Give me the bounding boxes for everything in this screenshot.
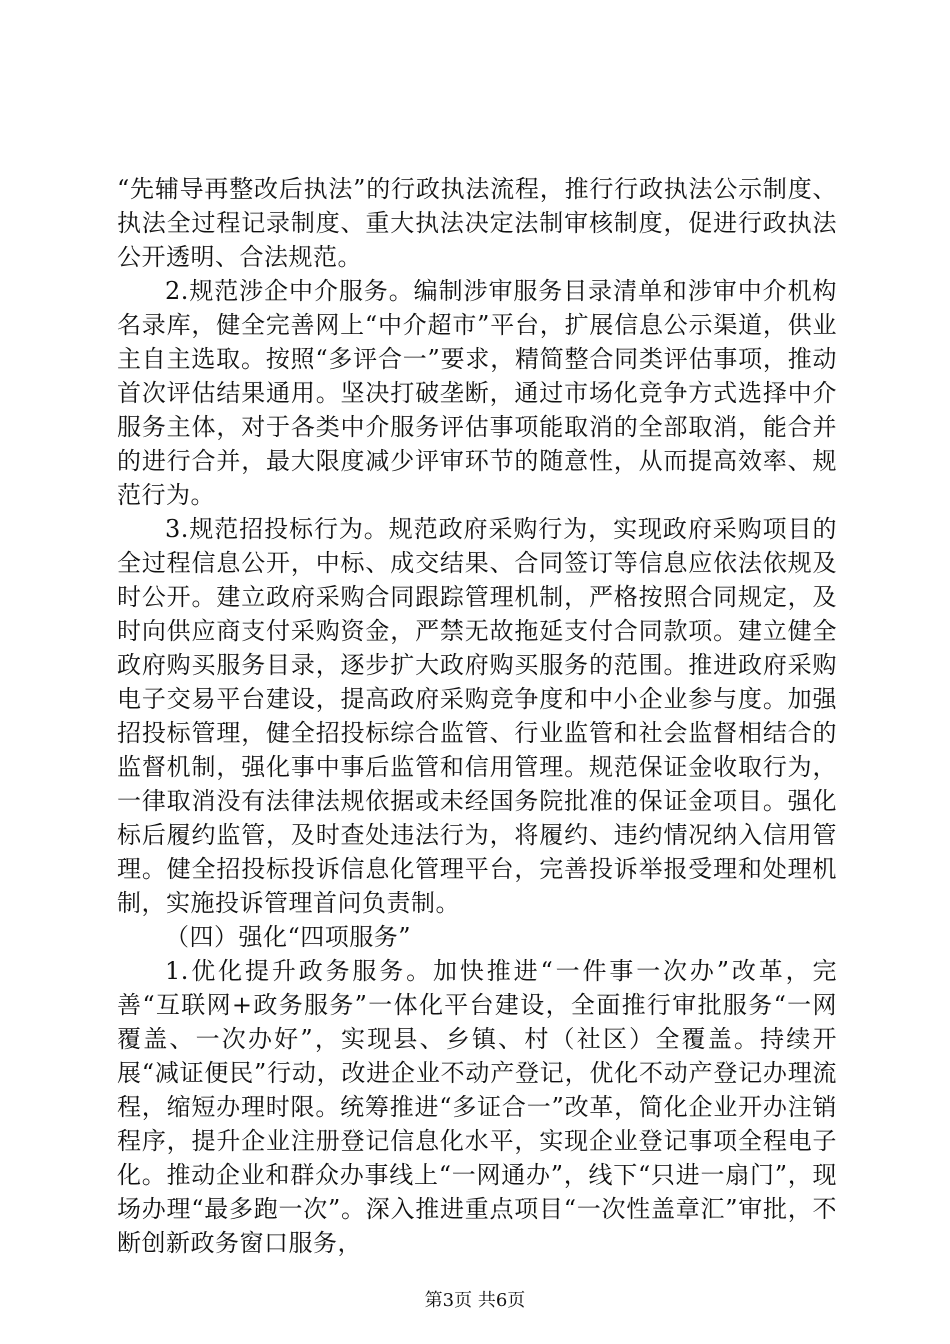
paragraph-bidding-behavior: 3.规范招投标行为。规范政府采购行为，实现政府采购项目的全过程信息公开，中标、成交结果、合同签订等信息应依法依规及时公开。建立政府采购合同跟踪管理机制，严格按照合同规定，及时向供应商支付采购资金，严禁无故拖延支付合同款项。建立健全政府购买服务目录，逐步扩大政府购买服务的范围。推进政府采购电子交易平台建设，提高政府采购竞争度和中小企业参与度。加强招投标管理，健全招投标综合监管、行业监管和社会监督相结合的监督机制，强化事中事后监管和信用管理。规范保证金收取行为，一律取消没有法律法规依据或未经国务院批准的保证金项目。强化标后履约监管，及时查处违法行为，将履约、违约情况纳入信用管理。健全招投标投诉信息化管理平台，完善投诉举报受理和处理机制，实施投诉管理首问负责制。 [117, 515, 837, 917]
document-body [117, 172, 837, 1260]
page-number-footer: 第3页 共6页 [424, 1290, 526, 1311]
paragraph-intermediary-services: 2.规范涉企中介服务。编制涉审服务目录清单和涉审中介机构名录库，健全完善网上“中介超市”平台，扩展信息公示渠道，供业主自主选取。按照“多评合一”要求，精简整合同类评估事项，推动首次评估结果通用。坚决打破垄断，通过市场化竞争方式选择中介服务主体，对于各类中介服务评估事项能取消的全部取消，能合并的进行合并，最大限度减少评审环节的随意性，从而提高效率、规范行为。 [117, 277, 837, 509]
paragraph-government-services: 1.优化提升政务服务。加快推进“一件事一次办”改革，完善“互联网+政务服务”一体化平台建设，全面推行审批服务“一网覆盖、一次办好”，实现县、乡镇、村（社区）全覆盖。持续开展“减证便民”行动，改进企业不动产登记，优化不动产登记办理流程，缩短办理时限。统筹推进“多证合一”改革，简化企业开办注销程序，提升企业注册登记信息化水平，实现企业登记事项全程电子化。推动企业和群众办事线上“一网通办”，线下“只进一扇门”，现场办理“最多跑一次”。深入推进重点项目“一次性盖章汇”审批，不断创新政务窗口服务， [117, 957, 837, 1257]
section-heading-four-services: （四）强化“四项服务” [165, 923, 412, 951]
paragraph-continuation: “先辅导再整改后执法”的行政执法流程，推行行政执法公示制度、执法全过程记录制度、重大执法决定法制审核制度，促进行政执法公开透明、合法规范。 [117, 175, 837, 271]
